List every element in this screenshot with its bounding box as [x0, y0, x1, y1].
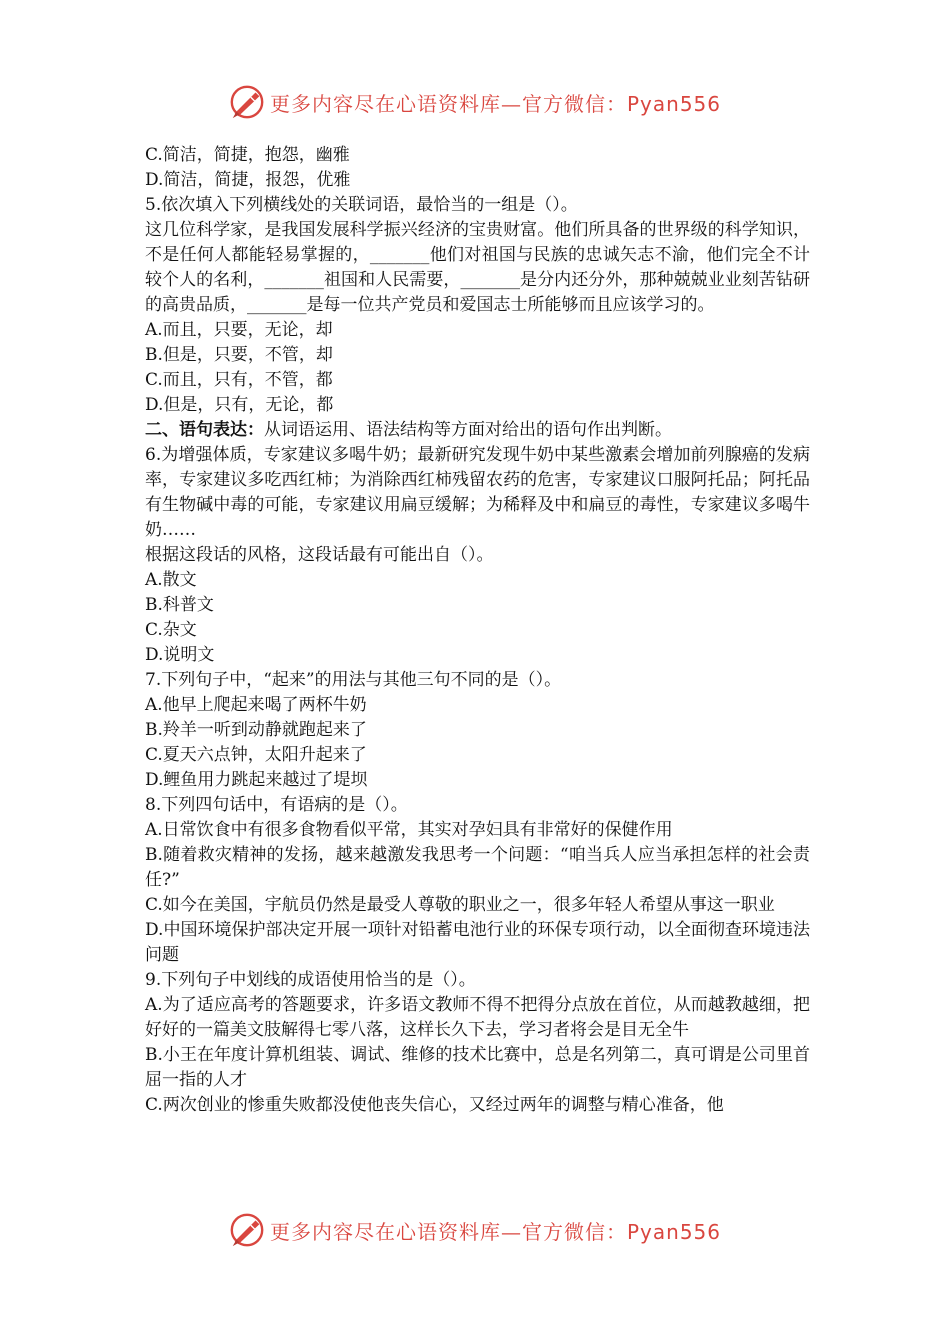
watermark-text: 更多内容尽在心语资料库—官方微信：Pyan556 — [270, 1219, 722, 1244]
document-body — [145, 143, 810, 1118]
option-line: B.但是，只要，不管，却 — [145, 345, 333, 365]
option-line: D.中国环境保护部决定开展一项针对铅蓄电池行业的环保专项行动，以全面彻查环境违法问题 — [145, 920, 810, 965]
option-line: B.科普文 — [145, 595, 214, 615]
option-line: C.如今在美国，宇航员仍然是最受人尊敬的职业之一，很多年轻人希望从事这一职业 — [145, 895, 775, 915]
question-6: 6.为增强体质，专家建议多喝牛奶；最新研究发现牛奶中某些激素会增加前列腺癌的发病率，专家建议多吃西红柿；为消除西红柿残留农药的危害，专家建议口服阿托品；阿托品有生物碱中毒的可能，专家建议用扁豆缓解；为稀释及中和扁豆的毒性，专家建议多喝牛奶…… — [145, 445, 810, 540]
footer-watermark — [228, 1210, 728, 1250]
option-line: B.小王在年度计算机组装、调试、维修的技术比赛中，总是名列第二，真可谓是公司里首屈一指的人才 — [145, 1045, 810, 1090]
question-6-prompt: 根据这段话的风格，这段话最有可能出自（）。 — [145, 545, 494, 565]
pen-logo-icon — [228, 83, 266, 121]
section-description: 从词语运用、语法结构等方面对给出的语句作出判断。 — [264, 420, 672, 440]
header-watermark — [228, 82, 728, 122]
option-line: A.日常饮食中有很多食物看似平常，其实对孕妇具有非常好的保健作用 — [145, 820, 673, 840]
option-line: D.说明文 — [145, 645, 215, 665]
option-line: C.简洁，简捷，抱怨，幽雅 — [145, 145, 350, 165]
option-line: D.简洁，简捷，报怨，优雅 — [145, 170, 351, 190]
question-5-passage: 这几位科学家，是我国发展科学振兴经济的宝贵财富。他们所具备的世界级的科学知识，不是任何人都能轻易掌握的，_______他们对祖国与民族的忠诚矢志不渝，他们完全不计较个人的名利，_______祖国和人民需要，_______是分内还分外，那种兢兢业业刻苦钻研的高贵品质，_______是每一位共产党员和爱国志士所能够而且应该学习的。 — [145, 220, 810, 315]
option-line: B.随着救灾精神的发扬，越来越激发我思考一个问题：“咱当兵人应当承担怎样的社会责任?” — [145, 845, 810, 890]
option-line: C.而且，只有，不管，都 — [145, 370, 333, 390]
option-line: B.羚羊一听到动静就跑起来了 — [145, 720, 367, 740]
option-line: A.他早上爬起来喝了两杯牛奶 — [145, 695, 367, 715]
option-line: D.但是，只有，无论，都 — [145, 395, 334, 415]
option-line: A.散文 — [145, 570, 197, 590]
question-8: 8.下列四句话中，有语病的是（）。 — [145, 795, 408, 815]
question-9: 9.下列句子中划线的成语使用恰当的是（）。 — [145, 970, 476, 990]
option-line: C.杂文 — [145, 620, 197, 640]
section-heading — [145, 418, 810, 443]
question-7: 7.下列句子中，“起来”的用法与其他三句不同的是（）。 — [145, 670, 562, 690]
watermark-text: 更多内容尽在心语资料库—官方微信：Pyan556 — [270, 91, 722, 116]
pen-logo-icon — [228, 1211, 266, 1249]
option-line: A.而且，只要，无论，却 — [145, 320, 333, 340]
question-5: 5.依次填入下列横线处的关联词语，最恰当的一组是（）。 — [145, 195, 578, 215]
option-line: C.夏天六点钟，太阳升起来了 — [145, 745, 367, 765]
option-line: D.鲤鱼用力跳起来越过了堤坝 — [145, 770, 368, 790]
section-title: 二、语句表达： — [145, 420, 264, 440]
option-line: C.两次创业的惨重失败都没使他丧失信心，又经过两年的调整与精心准备，他 — [145, 1095, 724, 1115]
option-line: A.为了适应高考的答题要求，许多语文教师不得不把得分点放在首位，从而越教越细，把好好的一篇美文肢解得七零八落，这样长久下去，学习者将会是目无全牛 — [145, 995, 810, 1040]
